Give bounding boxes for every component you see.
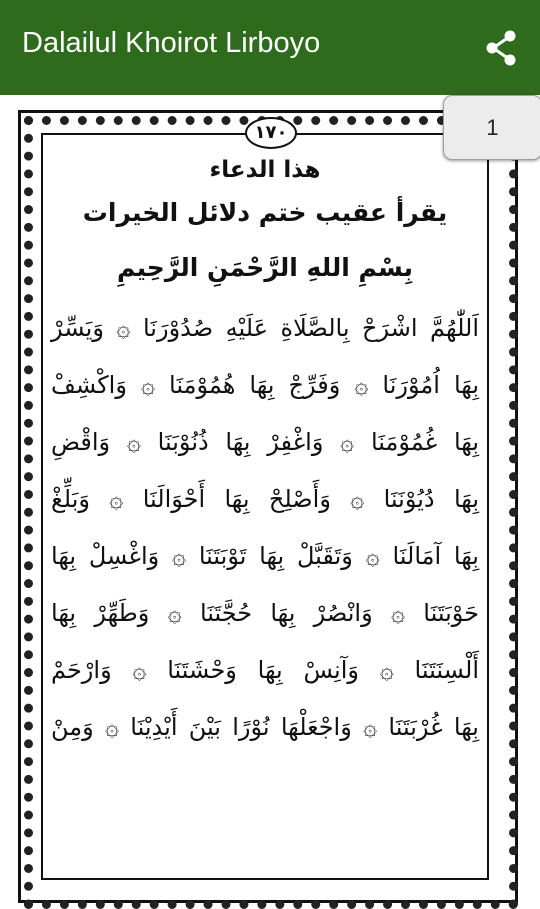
page-number: ١٧٠ <box>245 117 297 149</box>
text-line: بِهَا غُمُوْمَنَا ۞ وَاغْفِرْ بِهَا ذُنُوْبَنَا ۞ وَاقْضِ <box>51 428 479 456</box>
share-icon <box>482 28 522 68</box>
text-line: اَللّٰهُمَّ اشْرَحْ بِالصَّلَاةِ عَلَيْهِ صُدُوْرَنَا ۞ وَيَسِّرْ <box>51 314 479 342</box>
text-line: حَوْبَتَنَا ۞ وَانْصُرْ بِهَا حُجَّتَنَا ۞ وَطَهِّرْ بِهَا <box>51 599 479 627</box>
basmala: بِسْمِ اللهِ الرَّحْمَنِ الرَّحِيمِ <box>117 253 413 282</box>
heading-doa: هذا الدعاء <box>209 157 321 183</box>
book-page[interactable] <box>0 95 540 900</box>
text-line: بِهَا اُمُوْرَنَا ۞ وَفَرِّجْ بِهَا هُمُوْمَنَا ۞ وَاكْشِفْ <box>51 371 479 399</box>
heading-subtitle: يقرأ عقيب ختم دلائل الخيرات <box>82 198 448 227</box>
text-line: بِهَا دُيُوْنَنَا ۞ وَأَصْلِحْ بِهَا أَحْوَالَنَا ۞ وَبَلِّغْ <box>51 485 479 513</box>
share-button[interactable] <box>482 28 522 68</box>
app-title: Dalailul Khoirot Lirboyo <box>22 27 321 59</box>
text-line: أَلْسِنَتَنَا ۞ وَآنِسْ بِهَا وَحْشَتَنَا ۞ وَارْحَمْ <box>51 656 479 684</box>
app-bar <box>0 0 540 95</box>
page-text <box>45 150 485 756</box>
text-line: بِهَا آمَالَنَا ۞ وَتَقَبَّلْ بِهَا تَوْبَتَنَا ۞ وَاغْسِلْ بِهَا <box>51 542 479 570</box>
text-line: بِهَا غُرْبَتَنَا ۞ وَاجْعَلْهَا نُوْرًا بَيْنَ أَيْدِيْنَا ۞ وَمِنْ <box>51 713 479 741</box>
page-counter-value: 1 <box>486 115 499 140</box>
page-counter-button[interactable] <box>443 95 540 160</box>
